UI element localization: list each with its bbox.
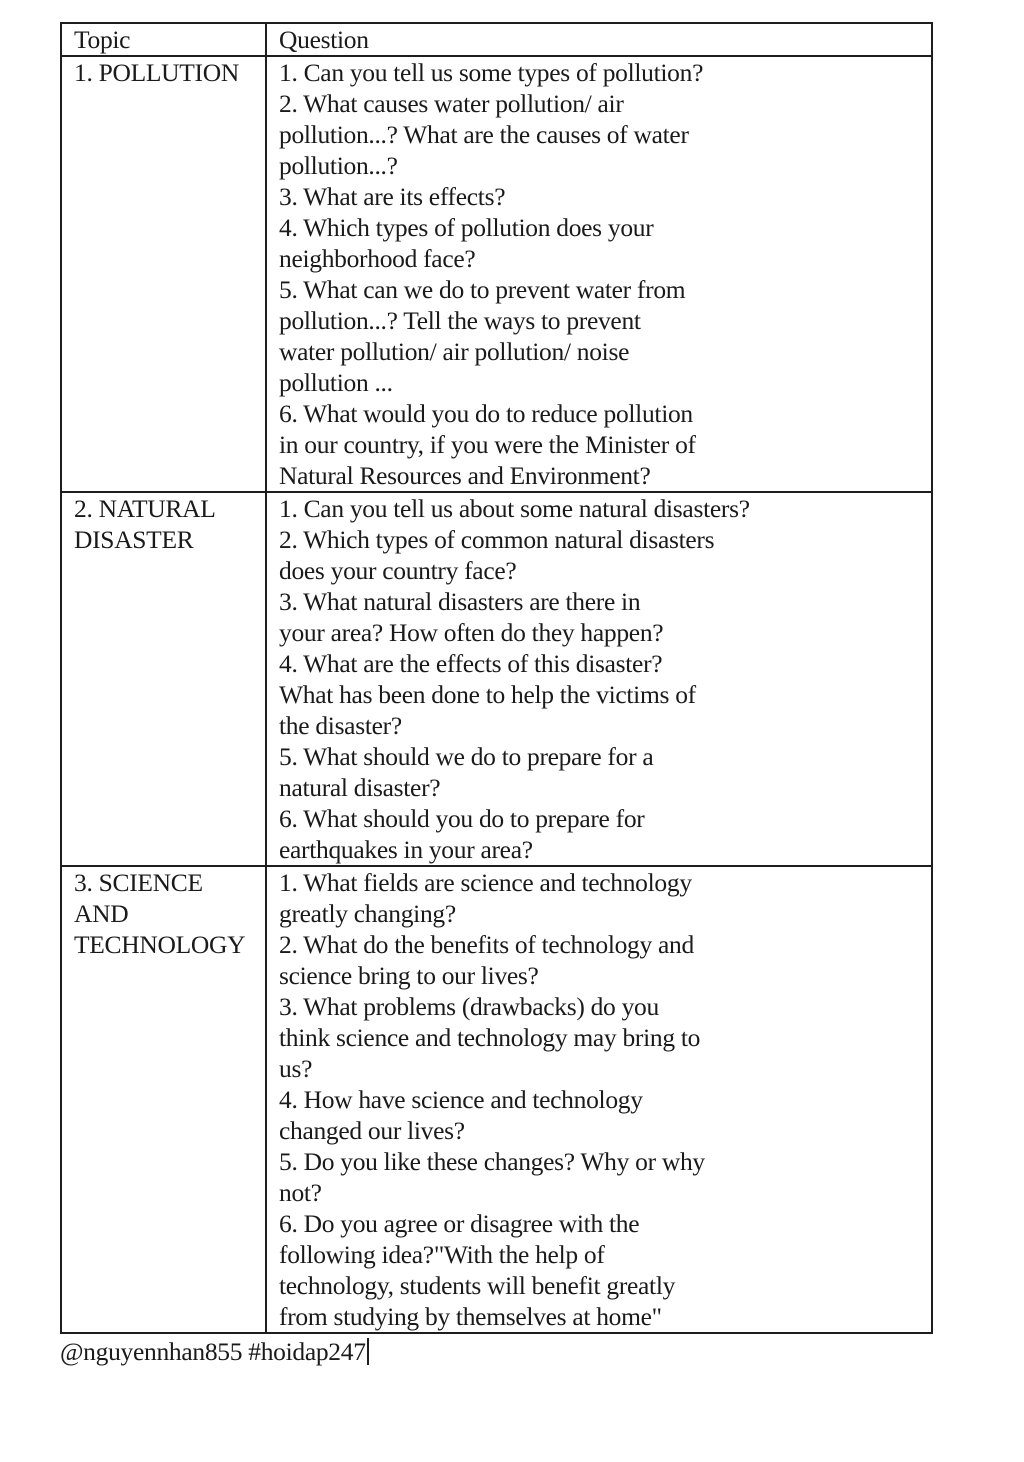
topic-cell xyxy=(61,56,266,492)
question-item: 1. Can you tell us some types of pollution? xyxy=(279,58,704,87)
topic-label: 3. SCIENCE AND TECHNOLOGY xyxy=(74,868,246,959)
question-item: 3. What problems (drawbacks) do you think science and technology may bring to us? xyxy=(279,992,701,1083)
question-item: 1. Can you tell us about some natural disasters? xyxy=(279,494,750,523)
questions-cell xyxy=(266,56,932,492)
topic-header: Topic xyxy=(61,23,266,56)
question-item: 2. Which types of common natural disasters does your country face? xyxy=(279,525,715,585)
questions-cell xyxy=(266,866,932,1333)
table-row xyxy=(61,56,932,492)
question-item: 4. How have science and technology changed our lives? xyxy=(279,1085,643,1145)
question-item: 6. Do you agree or disagree with the following idea?"With the help of technology, students will benefit greatly from studying by themselves at home" xyxy=(279,1209,676,1331)
question-item: 5. Do you like these changes? Why or why not? xyxy=(279,1147,705,1207)
topic-label: 1. POLLUTION xyxy=(74,58,239,87)
topic-cell xyxy=(61,866,266,1333)
question-item: 2. What causes water pollution/ air pollution...? What are the causes of water pollution...? xyxy=(279,89,689,180)
topic-cell xyxy=(61,492,266,866)
question-item: 5. What should we do to prepare for a natural disaster? xyxy=(279,742,654,802)
footer-note xyxy=(60,1336,931,1367)
table-header-row xyxy=(61,23,932,56)
questions-cell xyxy=(266,492,932,866)
question-item: 4. What are the effects of this disaster? What has been done to help the victims of the disaster? xyxy=(279,649,696,740)
question-item: 3. What are its effects? xyxy=(279,182,506,211)
document-page xyxy=(60,22,931,1367)
table-row xyxy=(61,492,932,866)
question-header: Question xyxy=(266,23,932,56)
question-item: 3. What natural disasters are there in your area? How often do they happen? xyxy=(279,587,664,647)
question-table xyxy=(60,22,933,1334)
text-cursor xyxy=(367,1338,369,1365)
table-row xyxy=(61,866,932,1333)
question-item: 4. Which types of pollution does your neighborhood face? xyxy=(279,213,654,273)
question-item: 6. What should you do to prepare for earthquakes in your area? xyxy=(279,804,645,864)
topic-label: 2. NATURAL DISASTER xyxy=(74,494,216,554)
question-item: 6. What would you do to reduce pollution in our country, if you were the Minister of Natural Resources and Environment? xyxy=(279,399,696,490)
question-item: 1. What fields are science and technology greatly changing? xyxy=(279,868,692,928)
question-item: 5. What can we do to prevent water from pollution...? Tell the ways to prevent water pollution/ air pollution/ noise pollution ... xyxy=(279,275,686,397)
footer-text: @nguyennhan855 #hoidap247 xyxy=(60,1337,366,1366)
question-item: 2. What do the benefits of technology and science bring to our lives? xyxy=(279,930,694,990)
